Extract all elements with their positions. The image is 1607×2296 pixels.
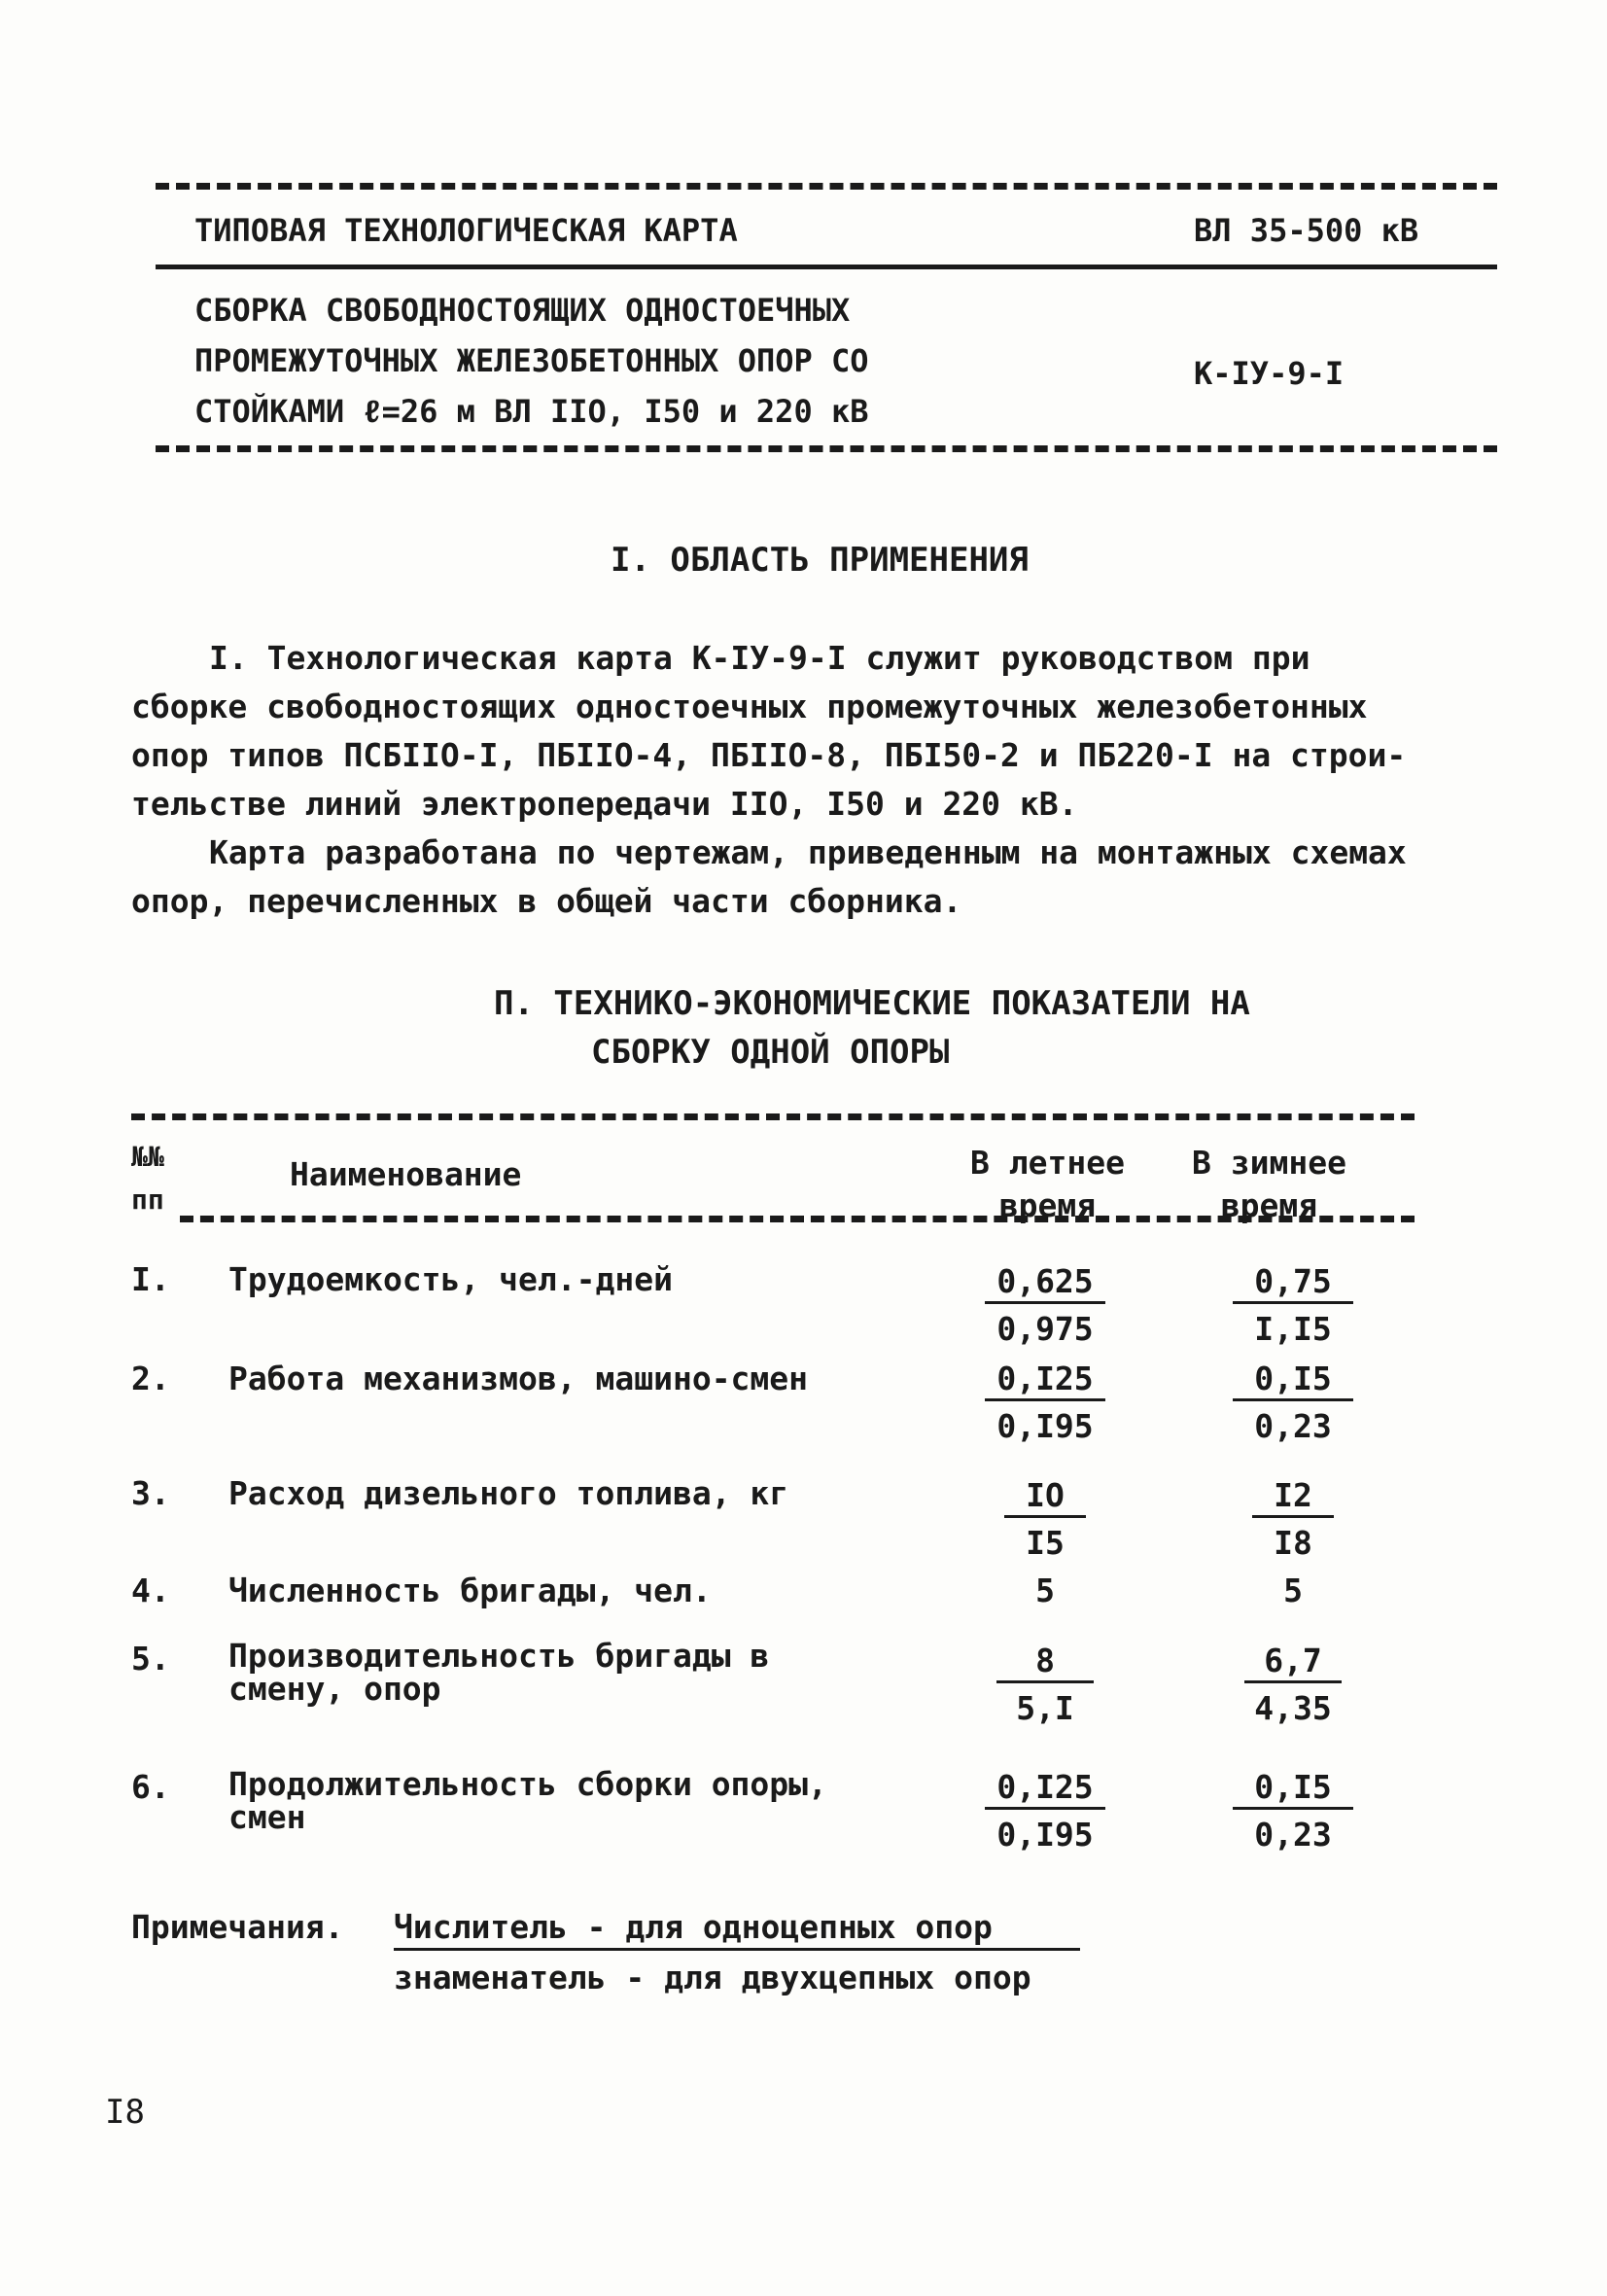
row-1-winter-num: 0,75 (1233, 1262, 1353, 1304)
col-name-header: Наименование (290, 1155, 522, 1193)
table-header-rule (180, 1216, 1415, 1222)
row-1-winter (1215, 1262, 1371, 1355)
row-6-num: 6. (131, 1768, 170, 1806)
row-4-num: 4. (131, 1572, 170, 1609)
row-6-winter-num: 0,I5 (1233, 1768, 1353, 1810)
row-2-summer (967, 1360, 1123, 1452)
row-1-winter-den: I,I5 (1254, 1310, 1332, 1348)
notes-line2: знаменатель - для двухцепных опор (394, 1959, 1031, 1996)
row-5-num: 5. (131, 1640, 170, 1678)
col-winter-header (1192, 1142, 1346, 1227)
doc-code: К-IУ-9-I (1194, 355, 1345, 392)
section2-heading-line2: СБОРКУ ОДНОЙ ОПОРЫ (591, 1033, 950, 1072)
col-summer-line1: В летнее (970, 1144, 1125, 1182)
row-1-num: I. (131, 1260, 170, 1298)
row-1-summer (967, 1262, 1123, 1355)
para1-line-2: сборке свободностоящих одностоечных промежуточных железобетонных (131, 688, 1368, 725)
row-6-name (228, 1765, 827, 1836)
row-3-winter (1215, 1476, 1371, 1569)
row-6-winter-den: 0,23 (1254, 1816, 1332, 1854)
row-3-winter-num: I2 (1252, 1476, 1334, 1518)
para2-line-2: опор, перечисленных в общей части сборника. (131, 882, 962, 920)
row-6-name-line1: Продолжительность сборки опоры, (228, 1765, 827, 1803)
row-3-num: 3. (131, 1474, 170, 1512)
para1-line-4: тельстве линий электропередачи IIO, I50 и 220 кВ. (131, 785, 1078, 823)
title-line-2: ПРОМЕЖУТОЧНЫХ ЖЕЛЕЗОБЕТОННЫХ ОПОР СО (194, 342, 869, 379)
row-6-summer-num: 0,I25 (985, 1768, 1105, 1810)
header-top-rule (156, 183, 1497, 190)
row-5-summer-num: 8 (996, 1642, 1094, 1683)
para2-line-1: Карта разработана по чертежам, приведенным на монтажных схемах (209, 833, 1407, 871)
row-6-name-line2: смен (228, 1798, 306, 1836)
row-5-summer-den: 5,I (1016, 1689, 1074, 1727)
col-summer-line2: время (998, 1186, 1097, 1224)
row-3-winter-den: I8 (1274, 1524, 1312, 1562)
header-bottom-rule (156, 445, 1497, 452)
title-line-3: СТОЙКАМИ ℓ=26 м ВЛ IIO, I50 и 220 кВ (194, 393, 869, 430)
para1-line-1: I. Технологическая карта К-IУ-9-I служит руководством при (209, 639, 1310, 677)
notes-label: Примечания. (131, 1908, 344, 1946)
section1-paragraph1 (131, 634, 1512, 829)
row-3-name: Расход дизельного топлива, кг (228, 1474, 789, 1512)
line-range: ВЛ 35-500 кВ (1194, 212, 1419, 249)
row-2-summer-num: 0,I25 (985, 1360, 1105, 1401)
row-4-winter: 5 (1283, 1572, 1303, 1609)
page-number: I8 (105, 2093, 145, 2132)
col-num-line2: пп (131, 1183, 164, 1216)
col-num-header (131, 1136, 164, 1221)
row-6-summer (967, 1768, 1123, 1860)
row-2-name: Работа механизмов, машино-смен (228, 1360, 809, 1397)
row-1-name: Трудоемкость, чел.-дней (228, 1260, 673, 1298)
row-4-summer: 5 (1035, 1572, 1055, 1609)
section1-heading: I. ОБЛАСТЬ ПРИМЕНЕНИЯ (611, 541, 1029, 580)
row-5-winter-den: 4,35 (1254, 1689, 1332, 1727)
title-line-1: СБОРКА СВОБОДНОСТОЯЩИХ ОДНОСТОЕЧНЫХ (194, 292, 851, 329)
notes-line1: Числитель - для одноцепных опор (394, 1908, 1080, 1951)
row-5-winter-num: 6,7 (1244, 1642, 1342, 1683)
row-2-summer-den: 0,I95 (996, 1407, 1094, 1445)
col-summer-header (970, 1142, 1125, 1227)
row-5-winter (1215, 1642, 1371, 1734)
col-winter-line1: В зимнее (1192, 1144, 1346, 1182)
row-2-num: 2. (131, 1360, 170, 1397)
row-3-summer-num: IO (1004, 1476, 1086, 1518)
col-num-line1: №№ (131, 1141, 164, 1173)
row-6-summer-den: 0,I95 (996, 1816, 1094, 1854)
row-5-name-line1: Производительность бригады в (228, 1637, 770, 1675)
row-4-name: Численность бригады, чел. (228, 1572, 712, 1609)
row-5-name (228, 1637, 770, 1708)
para1-line-3: опор типов ПСБIIO-I, ПБIIO-4, ПБIIO-8, ПБI50-2 и ПБ220-I на строи- (131, 736, 1407, 774)
row-2-winter-num: 0,I5 (1233, 1360, 1353, 1401)
row-1-summer-den: 0,975 (996, 1310, 1094, 1348)
row-2-winter (1215, 1360, 1371, 1452)
doc-type: ТИПОВАЯ ТЕХНОЛОГИЧЕСКАЯ КАРТА (194, 212, 738, 249)
row-5-name-line2: смену, опор (228, 1670, 441, 1708)
section1-paragraph2 (131, 829, 1512, 926)
row-3-summer-den: I5 (1026, 1524, 1065, 1562)
header-mid-rule (156, 265, 1497, 269)
section2-heading-line1: П. ТЕХНИКО-ЭКОНОМИЧЕСКИЕ ПОКАЗАТЕЛИ НА (494, 984, 1250, 1023)
col-winter-line2: время (1220, 1186, 1318, 1224)
row-3-summer (967, 1476, 1123, 1569)
table-top-rule (131, 1113, 1415, 1120)
row-2-winter-den: 0,23 (1254, 1407, 1332, 1445)
row-1-summer-num: 0,625 (985, 1262, 1105, 1304)
row-6-winter (1215, 1768, 1371, 1860)
row-5-summer (967, 1642, 1123, 1734)
